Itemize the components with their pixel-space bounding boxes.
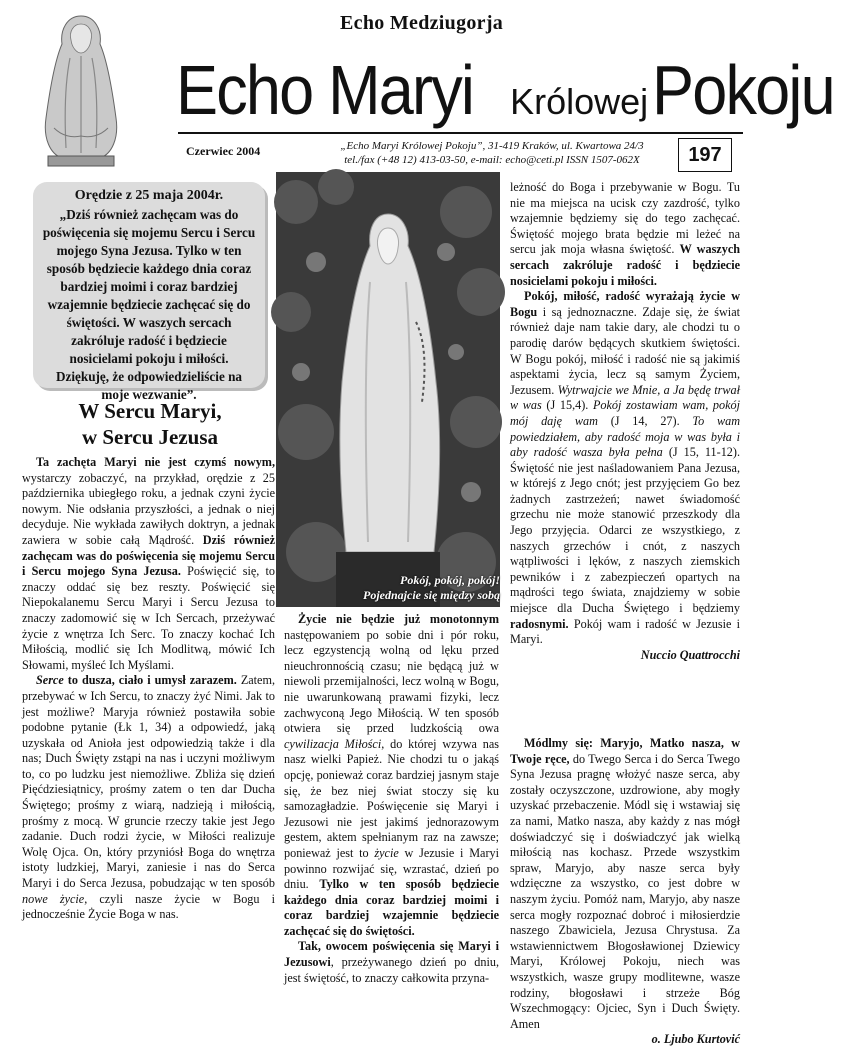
- newsletter-supertitle: Echo Medziugorja: [340, 12, 504, 34]
- article-heading-line1: W Sercu Maryi,: [78, 399, 222, 423]
- article-paragraph: Serce to dusza, ciało i umysł zarazem. Zatem, przebywać w Ich Sercu, to znaczy żyć Nimi. Jak to jest możliwe? Maryja również postawiła sobie podobne pytanie (Łk 1, 34) a odpowiedź, jaką uzyskała od Anioła jest odpowiedzią także i dla nas; Duch Święty zstąpi na nas i uczyni możliwym to, co po ludzku jest niemożliwe. Zbliża się dzień Pięćdziesiątnicy, prośmy zatem o ten dar Ducha Świętego; prośmy z wiarą, nadzieją i miłością, prośmy z mocą. W gruncie rzeczy takie jest Jego zadanie. Duch rodzi życie, w Miłości realizuje Wolę Ojca. On, który przyniósł Boga do wnętrza istoty ludzkiej, Maryi, zaniesie i nas do Serca Maryi i do Serca Jezusa, pobudzając w ten sposób nowe życie, czyli nasze życie w Bogu i jednocześnie Życie Boga w nas.: [22, 673, 275, 922]
- author-signature: Nuccio Quattrocchi: [640, 647, 740, 662]
- article-paragraph: Życie nie będzie już monotonnym następowaniem po sobie dni i pór roku, lecz egzystencją wolną od lęku przed nieuchronnością czasu; nie będącą już w niewoli przemijalności, lecz wolną w Bogu, nie uwarunkowaną prawami fizyki, lecz zachwyconą Jego Miłością. W ten sposób otwiera się przed ludzkością owa cywilizacja Miłości, do której wzywa nas nasz wielki Papież. Nie chodzi tu o jakąś opcję, ponieważ coraz bardziej jasnym staje się, że bez niej świat stoczy się ku samozagładzie. Poświęcenie się Maryi i Jezusowi nie jest jakimś jednorazowym gestem, aktem spełnianym raz na zawsze; ponieważ jest to życie w Jezusie i Maryi powinno rozwijać się, wzrastać, dzień po dniu. Tylko w ten sposób będziecie każdego dnia coraz bardziej moimi i coraz bardziej wzajemnie będziecie zachęcać się do świętości.: [284, 612, 499, 938]
- article-heading-line2: w Sercu Jezusa: [81, 425, 219, 449]
- madonna-statue-image: [22, 8, 140, 168]
- article-column-2: [284, 612, 499, 986]
- address-line-2: tel./fax (+48 12) 413-03-50, e-mail: echo@ceti.pl ISSN 1507-062X: [344, 154, 640, 166]
- masthead-part3: Pokoju: [652, 51, 835, 129]
- publisher-address: [312, 139, 672, 167]
- prayer-signature: o. Ljubo Kurtović: [651, 1032, 740, 1047]
- article-column-3: [510, 180, 740, 663]
- article-paragraph: Ta zachęta Maryi nie jest czymś nowym, wystarczy zobaczyć, na przykład, orędzie z 25 października ubiegłego roku, a jednak czyni życie nowym. Nie odsłania przyszłości, a jednak o niej decyduje. Nie wykłada zawiłych doktryn, a jednak zawiera w sobie całą Mądrość. Dziś również zachęcam was do poświęcenia się mojemu Sercu i Sercu mojego Syna Jezusa. Poświęcić się, to znaczy oddać się bez reszty. Poświęcić się Niepokalanemu Sercu Maryi i Sercu Jezusa to znaczy zadomowić się w Ich Sercach, przeżywać życie z wnętrza Ich Serc. To znaczy kochać Ich Miłością, modlić się Ich Modlitwą, mówić Ich Słowami, myśleć Ich Myślami.: [22, 455, 275, 672]
- madonna-garden-photo: [276, 172, 500, 607]
- article-column-1: [22, 455, 275, 923]
- masthead-title: [176, 51, 854, 129]
- prayer-paragraph: Módlmy się: Maryjo, Matko nasza, w Twoje ręce, do Twego Serca i do Serca Twego Syna Jezusa pragnę włożyć nasze serca, aby zostały oczyszczone, uzdrowione, aby mogły uzyskać przebaczenie. Módl się i wstawiaj się za nami, Matko nasza, aby każdy z nas mógł doświadczyć się i doświadczyć jak wielką miłością nas kochasz. Przede wszystkim spraw, Maryjo, aby nasze serca były wdzięczne za wszystko, co jest dobre w naszym życiu. Pomóż nam, Maryjo, aby nasze serca mogły rozpoznać dobroć i miłosierdzie naszego Zbawiciela, Jezusa Chrystusa. Za wstawiennictwem Błogosławionej Dziewicy Maryi, Królowej Pokoju, niech was wszystkich, wasze grupy modlitewne, wasze rodziny, błogosławi i strzeże Bóg Wszechmogący: Ojciec, Syn i Duch Święty. Amen: [510, 736, 740, 1031]
- address-line-1: „Echo Maryi Królowej Pokoju”, 31-419 Kraków, ul. Kwartowa 24/3: [340, 140, 644, 152]
- photo-caption: Pokój, pokój, pokój! Pojednajcie się między sobą: [363, 573, 500, 602]
- masthead-part1: Echo Maryi: [176, 51, 474, 129]
- article-paragraph: Pokój, miłość, radość wyrażają życie w Bogu i są jednoznaczne. Zdaje się, że świat również daje nam takie dary, ale chodzi tu o parodię darów będących skutkiem świętości. W Bogu pokój, miłość i radość nie są jakimiś aspektami życia, lecz są samym Życiem, Jezusem. Wytrwajcie we Mnie, a Ja będę trwał w was (J 15,4). Pokój zostawiam wam, pokój mój daję wam (J 14, 27). To wam powiedziałem, aby radość moja w was była i aby radość wasza była pełna (J 15, 11-12). Świętość nie jest naśladowaniem Pana Jezusa, w którejś z Jego cnót; jest przyjęciem Go bez żadnych zastrzeżeń; nawet świadomość grzechu nie może stanowić przeszkody dla Jego przyjęcia. Odarci ze wszystkiego, z naszych grzechów i cnót, z naszych wątpliwości i lęków, z naszych ziemskich pewników i z zabezpieczeń opartych na mądrości tego świata, znajdziemy w sobie miejsce dla Ducha Świętego i będziemy radosnymi. Pokój wam i radość w Jezusie i Maryi.: [510, 289, 741, 647]
- article-paragraph: Tak, owocem poświęcenia się Maryi i Jezusowi, przeżywanego dzień po dniu, jest świętość, to znaczy całkowita przyna-: [284, 939, 499, 985]
- issue-number: 197: [678, 138, 732, 172]
- prayer-column: [510, 736, 740, 1048]
- message-text: „Dziś również zachęcam was do poświęcenia się mojemu Sercu i Sercu mojego Syna Jezusa. Tylko w ten sposób będziecie każdego dnia coraz bardziej moimi i coraz bardziej wzajemnie będziecie zachęcać się do świętości. W waszych sercach zakróluje radość i będziecie nosicielami pokoju i miłości. Dziękuję, że odpowiedzieliście na moje wezwanie”.: [42, 207, 256, 402]
- masthead-part2: Królowej: [510, 81, 649, 122]
- message-title: Orędzie z 25 maja 2004r.: [74, 188, 224, 203]
- issue-date: Czerwiec 2004: [186, 144, 261, 158]
- article-paragraph: leżność do Boga i przebywanie w Bogu. Tu nie ma miejsca na ucisk czy zazdrość, tylko wzajemnie będziemy się do tego zachęcać. Świętość mojego brata będzie mi leżeć na sercu jak moja własna świętość. W waszych sercach zakróluje radość i będziecie nosicielami pokoju i miłości.: [510, 180, 741, 288]
- header-rule: [178, 132, 743, 134]
- article-heading: [30, 398, 270, 450]
